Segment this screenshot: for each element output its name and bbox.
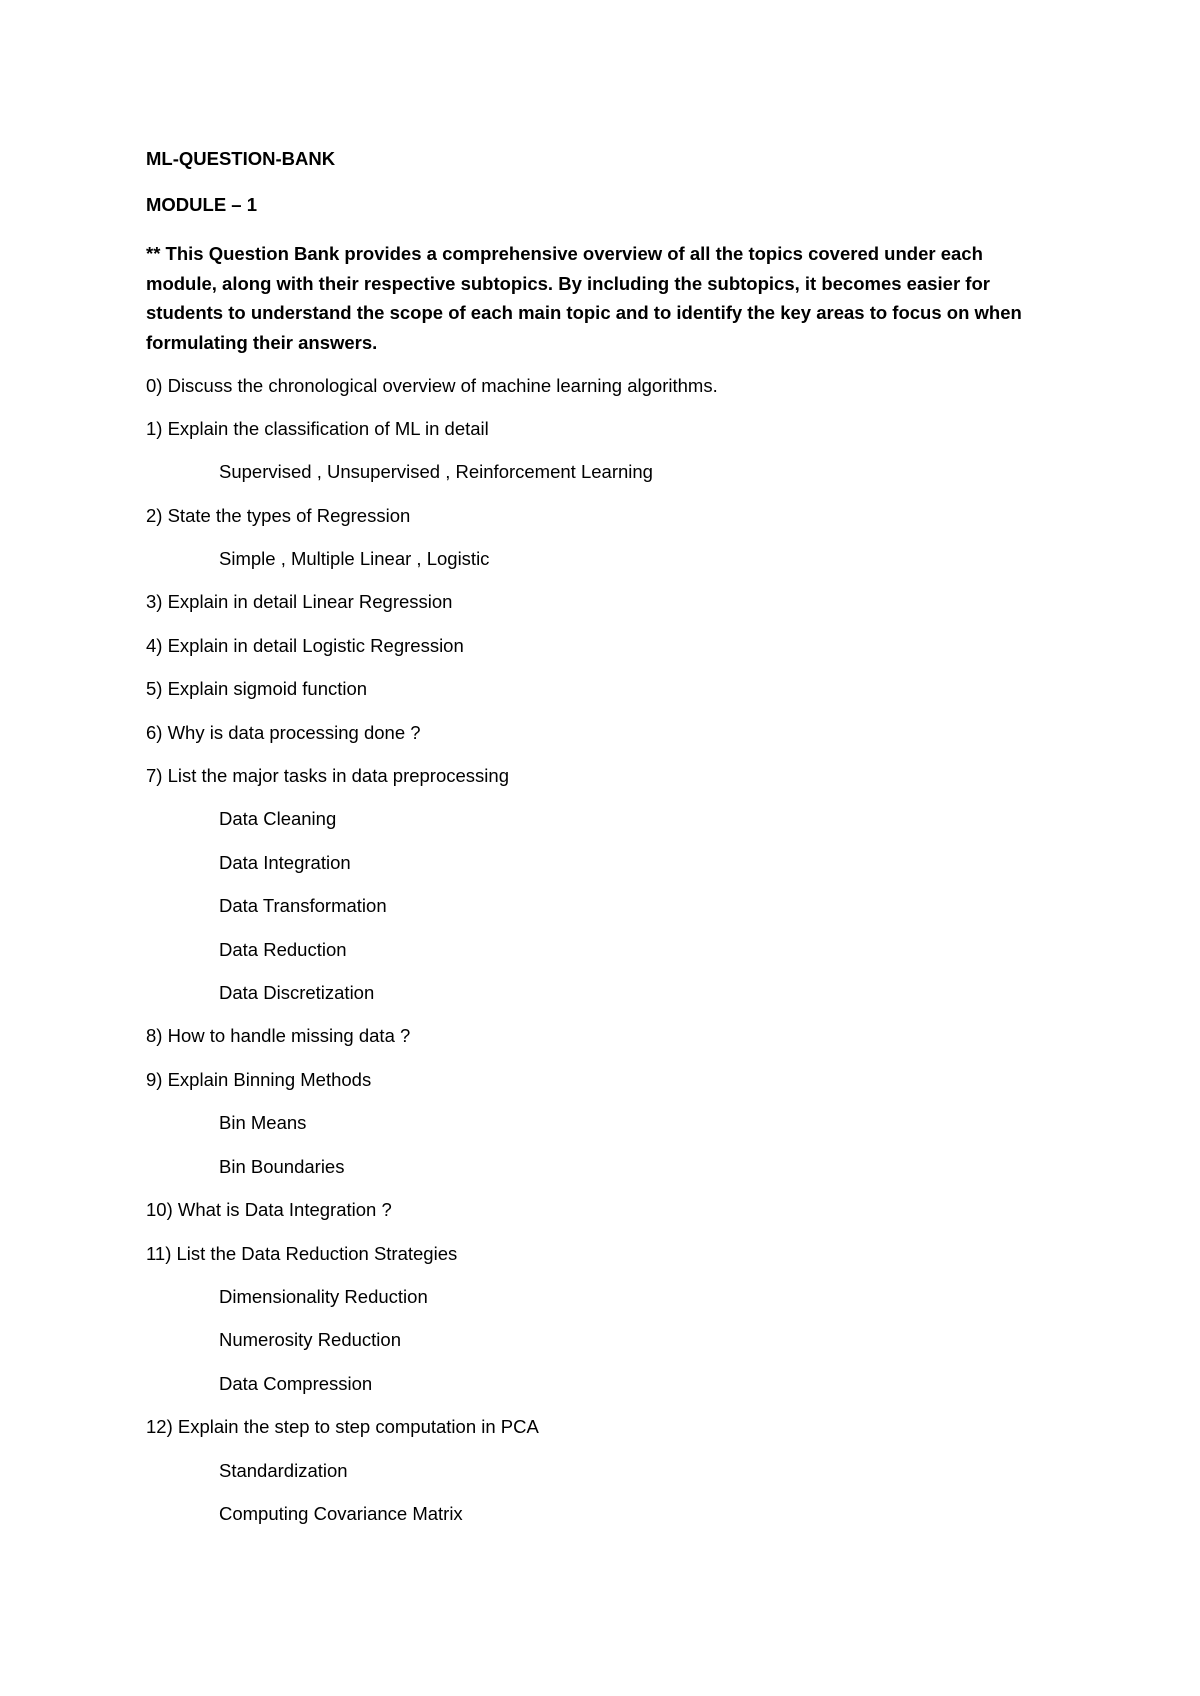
question-11-subtopic: Data Compression [219,1373,373,1394]
document-title: ML-QUESTION-BANK [146,148,336,169]
intro-paragraph: ** This Question Bank provides a comprehensive overview of all the topics covered under each module, along with their respective subtopics. By including the subtopics, it becomes easier for students to understand the scope of each main topic and to identify the key areas to focus on when formulating their answers. [146,243,1022,353]
question-3: 3) Explain in detail Linear Regression [146,591,453,612]
question-7-subtopic: Data Discretization [219,982,375,1003]
question-12-subtopic: Standardization [219,1460,348,1481]
question-1-subtopics: Supervised , Unsupervised , Reinforcement Learning [219,461,653,482]
question-1: 1) Explain the classification of ML in detail [146,418,489,439]
question-9: 9) Explain Binning Methods [146,1069,372,1090]
question-11-subtopic: Numerosity Reduction [219,1329,401,1350]
question-12-subtopic: Computing Covariance Matrix [219,1503,463,1524]
question-9-subtopic: Bin Boundaries [219,1156,345,1177]
question-7: 7) List the major tasks in data preprocessing [146,765,509,786]
question-11: 11) List the Data Reduction Strategies [146,1243,458,1264]
module-heading: MODULE – 1 [146,194,258,215]
question-7-subtopic: Data Reduction [219,939,347,960]
question-10: 10) What is Data Integration ? [146,1199,392,1220]
question-8: 8) How to handle missing data ? [146,1025,411,1046]
question-2-subtopics: Simple , Multiple Linear , Logistic [219,548,490,569]
question-9-subtopic: Bin Means [219,1112,307,1133]
question-4: 4) Explain in detail Logistic Regression [146,635,464,656]
question-6: 6) Why is data processing done ? [146,722,421,743]
question-7-subtopic: Data Cleaning [219,808,337,829]
question-7-subtopic: Data Transformation [219,895,387,916]
question-0: 0) Discuss the chronological overview of machine learning algorithms. [146,375,718,396]
question-2: 2) State the types of Regression [146,505,411,526]
question-5: 5) Explain sigmoid function [146,678,368,699]
question-7-subtopic: Data Integration [219,852,351,873]
question-12: 12) Explain the step to step computation in PCA [146,1416,539,1437]
question-11-subtopic: Dimensionality Reduction [219,1286,428,1307]
